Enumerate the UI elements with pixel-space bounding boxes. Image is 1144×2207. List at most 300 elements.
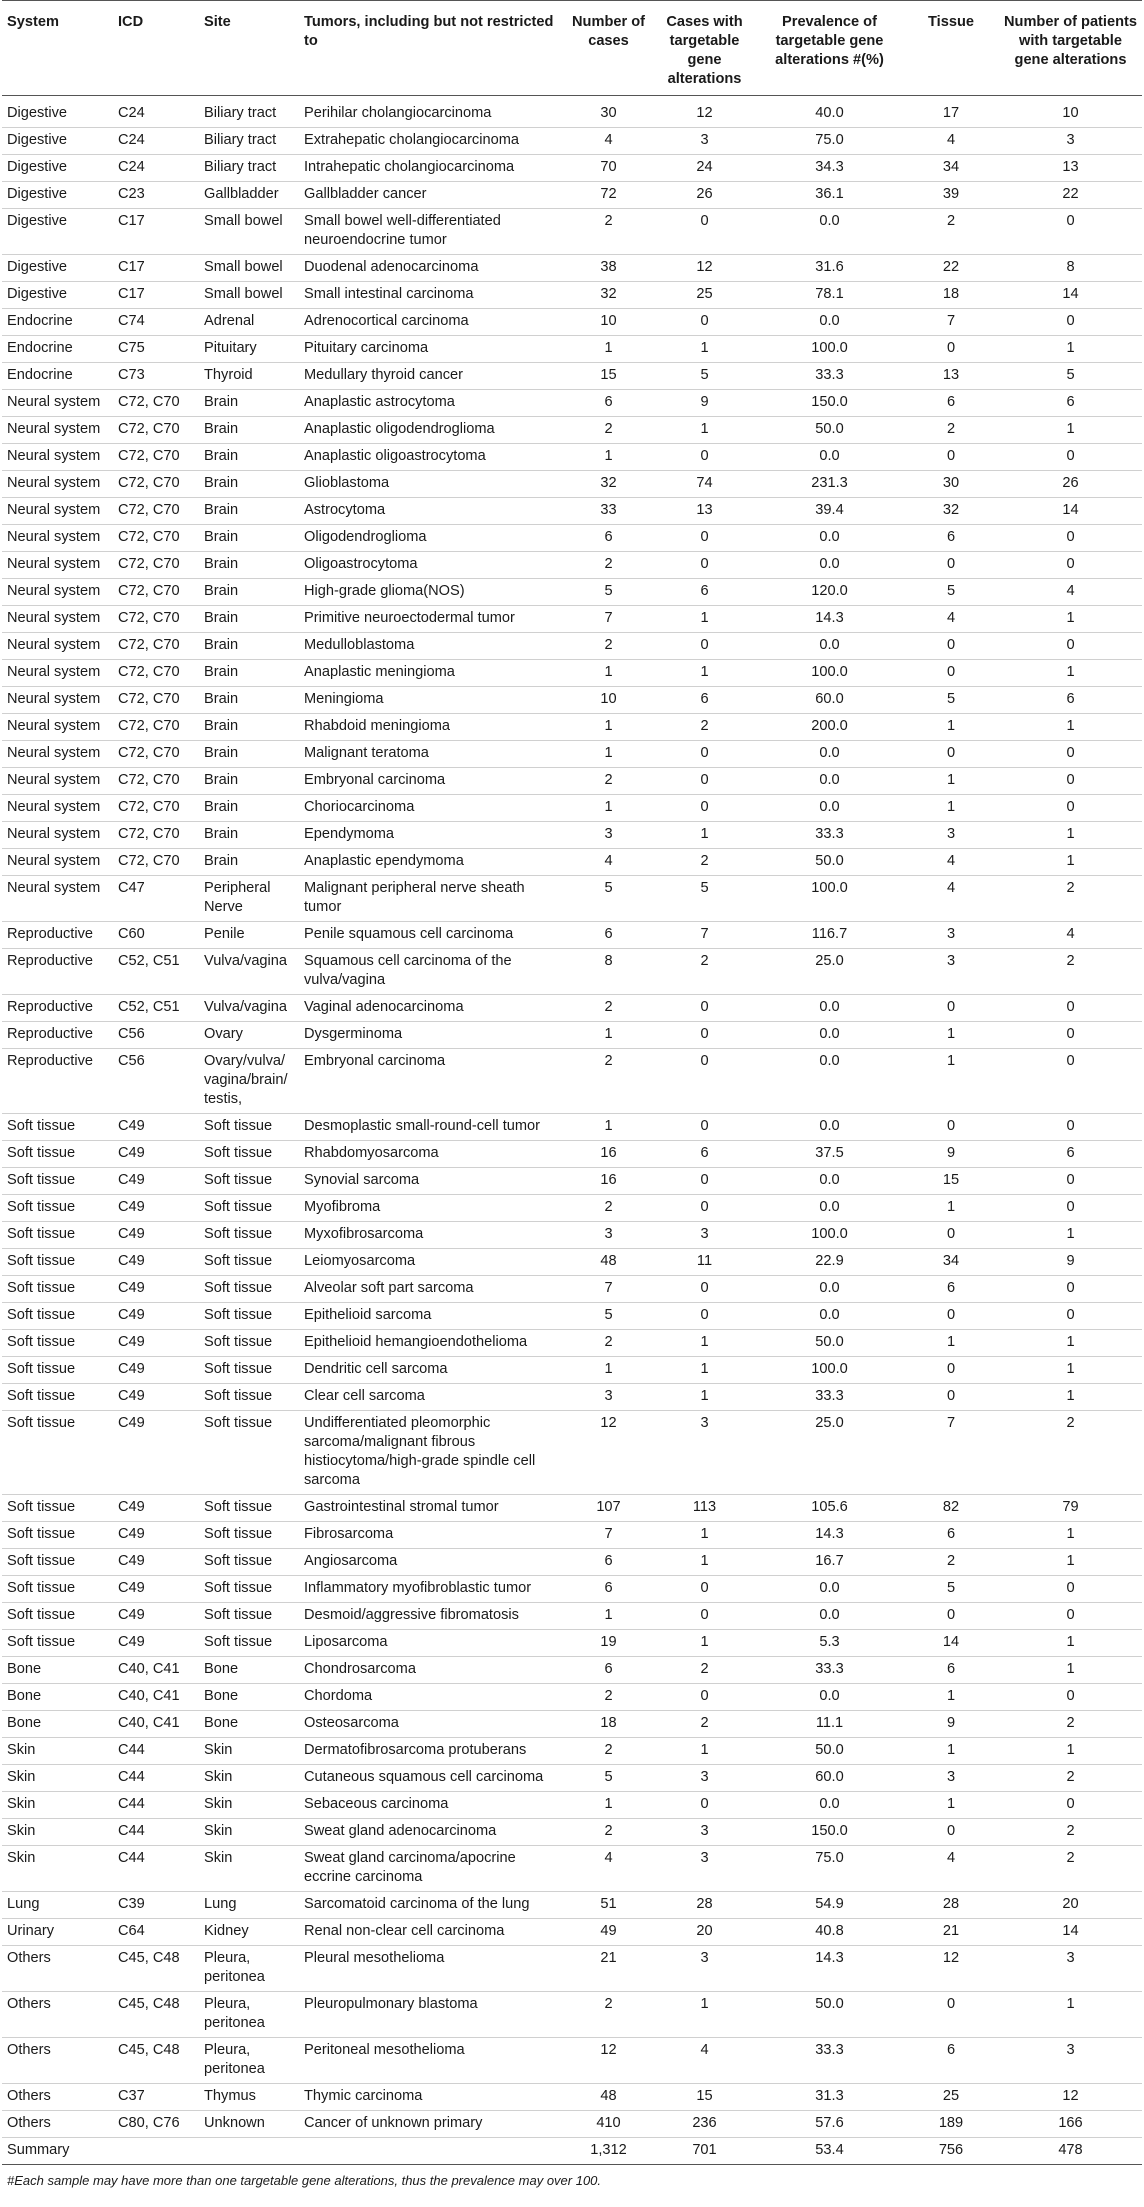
cell-icd: C44	[113, 1792, 199, 1819]
cell-patients: 12	[999, 2084, 1142, 2111]
cell-patients: 1	[999, 1657, 1142, 1684]
cell-tumor: Gallbladder cancer	[299, 182, 564, 209]
cell-icd: C72, C70	[113, 687, 199, 714]
cell-prevalence: 100.0	[756, 876, 903, 922]
cell-tumor: Epithelioid hemangioendothelioma	[299, 1330, 564, 1357]
cell-patients: 0	[999, 633, 1142, 660]
cell-tumor: Anaplastic meningioma	[299, 660, 564, 687]
cell-site: Kidney	[199, 1919, 299, 1946]
cell-patients: 1	[999, 1549, 1142, 1576]
cell-tissue: 0	[903, 1114, 999, 1141]
cell-targetable: 0	[653, 995, 756, 1022]
cell-icd: C49	[113, 1114, 199, 1141]
cell-prevalence: 60.0	[756, 687, 903, 714]
cell-targetable: 1	[653, 1522, 756, 1549]
cell-targetable: 2	[653, 1711, 756, 1738]
table-row	[2, 1495, 1142, 1522]
cell-icd: C52, C51	[113, 995, 199, 1022]
cell-tissue: 21	[903, 1919, 999, 1946]
cell-patients: 478	[999, 2138, 1142, 2165]
table-row	[2, 1711, 1142, 1738]
cell-patients: 6	[999, 1141, 1142, 1168]
table-row	[2, 606, 1142, 633]
cell-tissue: 13	[903, 363, 999, 390]
cell-prevalence: 16.7	[756, 1549, 903, 1576]
cell-tumor: Anaplastic ependymoma	[299, 849, 564, 876]
cell-patients: 1	[999, 1222, 1142, 1249]
cell-prevalence: 39.4	[756, 498, 903, 525]
cell-patients: 1	[999, 336, 1142, 363]
cell-targetable: 5	[653, 876, 756, 922]
cell-icd: C45, C48	[113, 1992, 199, 2038]
cell-system: Bone	[2, 1657, 113, 1684]
cell-targetable: 1	[653, 1549, 756, 1576]
cell-targetable: 1	[653, 1738, 756, 1765]
cell-prevalence: 53.4	[756, 2138, 903, 2165]
cell-site: Biliary tract	[199, 96, 299, 128]
cell-system: Skin	[2, 1765, 113, 1792]
cell-site: Brain	[199, 687, 299, 714]
table-row	[2, 2038, 1142, 2084]
cell-prevalence: 40.8	[756, 1919, 903, 1946]
cell-targetable: 6	[653, 579, 756, 606]
cell-system: Neural system	[2, 741, 113, 768]
cell-prevalence: 33.3	[756, 2038, 903, 2084]
cell-tissue: 39	[903, 182, 999, 209]
cell-patients: 14	[999, 282, 1142, 309]
cell-targetable: 1	[653, 417, 756, 444]
cell-tissue: 1	[903, 768, 999, 795]
cell-patients: 8	[999, 255, 1142, 282]
cell-system: Soft tissue	[2, 1114, 113, 1141]
cell-patients: 0	[999, 1049, 1142, 1114]
table-row	[2, 1738, 1142, 1765]
cell-tissue: 17	[903, 96, 999, 128]
cell-prevalence: 0.0	[756, 1603, 903, 1630]
header-system: System	[2, 1, 113, 96]
cell-system: Soft tissue	[2, 1630, 113, 1657]
cell-patients: 0	[999, 1168, 1142, 1195]
table-row	[2, 444, 1142, 471]
cell-patients: 3	[999, 1946, 1142, 1992]
cell-site	[199, 2138, 299, 2165]
cell-prevalence: 0.0	[756, 1168, 903, 1195]
cell-prevalence: 50.0	[756, 417, 903, 444]
cell-tissue: 9	[903, 1711, 999, 1738]
cell-tissue: 4	[903, 876, 999, 922]
cell-site: Soft tissue	[199, 1357, 299, 1384]
cell-targetable: 3	[653, 1846, 756, 1892]
cell-targetable: 2	[653, 1657, 756, 1684]
cell-system: Neural system	[2, 768, 113, 795]
cell-site: Skin	[199, 1765, 299, 1792]
cell-patients: 0	[999, 1603, 1142, 1630]
cell-tissue: 0	[903, 444, 999, 471]
table-row	[2, 255, 1142, 282]
cell-tumor: Desmoplastic small-round-cell tumor	[299, 1114, 564, 1141]
cell-icd: C80, C76	[113, 2111, 199, 2138]
cell-prevalence: 105.6	[756, 1495, 903, 1522]
cell-targetable: 6	[653, 687, 756, 714]
cell-icd	[113, 2138, 199, 2165]
table-row	[2, 849, 1142, 876]
table-row	[2, 1222, 1142, 1249]
cell-cases: 2	[564, 209, 653, 255]
cell-prevalence: 0.0	[756, 995, 903, 1022]
cell-targetable: 0	[653, 1168, 756, 1195]
cell-icd: C49	[113, 1495, 199, 1522]
cell-prevalence: 75.0	[756, 128, 903, 155]
cell-tissue: 1	[903, 1195, 999, 1222]
cell-tumor: Duodenal adenocarcinoma	[299, 255, 564, 282]
cell-system: Neural system	[2, 795, 113, 822]
cell-site: Thyroid	[199, 363, 299, 390]
cell-system: Soft tissue	[2, 1168, 113, 1195]
cell-icd: C49	[113, 1576, 199, 1603]
cell-cases: 1	[564, 1792, 653, 1819]
cell-cases: 1	[564, 741, 653, 768]
cell-icd: C24	[113, 96, 199, 128]
cell-prevalence: 31.6	[756, 255, 903, 282]
cell-site: Soft tissue	[199, 1141, 299, 1168]
cell-tumor: Oligoastrocytoma	[299, 552, 564, 579]
cell-tissue: 2	[903, 1549, 999, 1576]
cell-site: Small bowel	[199, 255, 299, 282]
cell-icd: C72, C70	[113, 606, 199, 633]
cell-tumor: Desmoid/aggressive fibromatosis	[299, 1603, 564, 1630]
table-row	[2, 1276, 1142, 1303]
cell-icd: C72, C70	[113, 768, 199, 795]
cell-patients: 0	[999, 741, 1142, 768]
cell-targetable: 0	[653, 1022, 756, 1049]
cell-cases: 3	[564, 1222, 653, 1249]
cell-system: Soft tissue	[2, 1603, 113, 1630]
cell-site: Soft tissue	[199, 1249, 299, 1276]
cell-tumor: Astrocytoma	[299, 498, 564, 525]
cell-site: Soft tissue	[199, 1195, 299, 1222]
cell-prevalence: 116.7	[756, 922, 903, 949]
cell-tumor: Intrahepatic cholangiocarcinoma	[299, 155, 564, 182]
cell-system: Skin	[2, 1792, 113, 1819]
cell-patients: 0	[999, 525, 1142, 552]
cell-site: Vulva/vagina	[199, 995, 299, 1022]
cell-prevalence: 33.3	[756, 1384, 903, 1411]
cell-tumor: Embryonal carcinoma	[299, 768, 564, 795]
cell-cases: 12	[564, 2038, 653, 2084]
cell-tumor: Glioblastoma	[299, 471, 564, 498]
header-patients: Number of patients with targetable gene alterations	[999, 1, 1142, 96]
cell-site: Soft tissue	[199, 1630, 299, 1657]
cell-tissue: 15	[903, 1168, 999, 1195]
cell-site: Soft tissue	[199, 1549, 299, 1576]
cell-cases: 32	[564, 471, 653, 498]
table-row	[2, 660, 1142, 687]
cell-patients: 0	[999, 1684, 1142, 1711]
cell-prevalence: 150.0	[756, 1819, 903, 1846]
cell-system: Soft tissue	[2, 1249, 113, 1276]
cell-patients: 0	[999, 1195, 1142, 1222]
cell-cases: 12	[564, 1411, 653, 1495]
cell-cases: 1	[564, 444, 653, 471]
cell-icd: C75	[113, 336, 199, 363]
cell-prevalence: 0.0	[756, 1049, 903, 1114]
cell-tissue: 0	[903, 1384, 999, 1411]
cell-site: Skin	[199, 1846, 299, 1892]
cell-icd: C72, C70	[113, 849, 199, 876]
cell-prevalence: 34.3	[756, 155, 903, 182]
cell-patients: 1	[999, 1522, 1142, 1549]
cell-patients: 0	[999, 1792, 1142, 1819]
cell-targetable: 0	[653, 552, 756, 579]
cell-site: Soft tissue	[199, 1330, 299, 1357]
table-row	[2, 1819, 1142, 1846]
cell-tumor: Alveolar soft part sarcoma	[299, 1276, 564, 1303]
cell-cases: 4	[564, 849, 653, 876]
cell-system: Neural system	[2, 552, 113, 579]
cell-targetable: 13	[653, 498, 756, 525]
cell-patients: 1	[999, 606, 1142, 633]
cell-patients: 2	[999, 1711, 1142, 1738]
cell-system: Neural system	[2, 660, 113, 687]
cell-patients: 1	[999, 1630, 1142, 1657]
cell-targetable: 0	[653, 209, 756, 255]
cell-site: Soft tissue	[199, 1603, 299, 1630]
cell-prevalence: 0.0	[756, 1576, 903, 1603]
cell-cases: 49	[564, 1919, 653, 1946]
cell-icd: C56	[113, 1022, 199, 1049]
cell-prevalence: 120.0	[756, 579, 903, 606]
cell-tissue: 32	[903, 498, 999, 525]
table-row	[2, 182, 1142, 209]
cell-tissue: 4	[903, 849, 999, 876]
cell-cases: 410	[564, 2111, 653, 2138]
cell-icd: C49	[113, 1330, 199, 1357]
table-row	[2, 1892, 1142, 1919]
cell-cases: 2	[564, 995, 653, 1022]
cell-system: Soft tissue	[2, 1330, 113, 1357]
cell-site: Brain	[199, 822, 299, 849]
cell-tumor: Vaginal adenocarcinoma	[299, 995, 564, 1022]
cell-targetable: 1	[653, 336, 756, 363]
cell-patients: 0	[999, 1276, 1142, 1303]
cell-prevalence: 5.3	[756, 1630, 903, 1657]
cell-tumor: Sarcomatoid carcinoma of the lung	[299, 1892, 564, 1919]
table-row	[2, 995, 1142, 1022]
cell-icd: C40, C41	[113, 1711, 199, 1738]
cell-system: Neural system	[2, 498, 113, 525]
cell-tissue: 0	[903, 1357, 999, 1384]
cell-prevalence: 22.9	[756, 1249, 903, 1276]
table-row	[2, 1330, 1142, 1357]
cell-patients: 13	[999, 155, 1142, 182]
cell-site: Soft tissue	[199, 1276, 299, 1303]
cell-icd: C45, C48	[113, 2038, 199, 2084]
cell-cases: 33	[564, 498, 653, 525]
cell-patients: 14	[999, 1919, 1142, 1946]
cell-patients: 1	[999, 1738, 1142, 1765]
cell-system: Neural system	[2, 876, 113, 922]
cell-patients: 0	[999, 444, 1142, 471]
cell-system: Bone	[2, 1684, 113, 1711]
cell-patients: 2	[999, 876, 1142, 922]
table-row	[2, 922, 1142, 949]
table-row	[2, 579, 1142, 606]
table-row	[2, 1411, 1142, 1495]
cell-system: Neural system	[2, 471, 113, 498]
cell-prevalence: 57.6	[756, 2111, 903, 2138]
cell-patients: 79	[999, 1495, 1142, 1522]
cell-icd: C49	[113, 1168, 199, 1195]
cell-site: Ovary	[199, 1022, 299, 1049]
table-row	[2, 363, 1142, 390]
cell-cases: 2	[564, 1738, 653, 1765]
cell-cases: 30	[564, 96, 653, 128]
cell-system: Skin	[2, 1819, 113, 1846]
table-row	[2, 417, 1142, 444]
cell-tumor: Embryonal carcinoma	[299, 1049, 564, 1114]
cell-prevalence: 54.9	[756, 1892, 903, 1919]
cell-tumor: Sweat gland adenocarcinoma	[299, 1819, 564, 1846]
cell-cases: 2	[564, 1992, 653, 2038]
cell-site: Soft tissue	[199, 1384, 299, 1411]
cell-site: Brain	[199, 444, 299, 471]
cell-tumor: Pleuropulmonary blastoma	[299, 1992, 564, 2038]
cell-tumor: Anaplastic oligoastrocytoma	[299, 444, 564, 471]
cell-tissue: 189	[903, 2111, 999, 2138]
cell-tissue: 0	[903, 1992, 999, 2038]
cell-tissue: 4	[903, 1846, 999, 1892]
cell-cases: 1	[564, 660, 653, 687]
cell-prevalence: 150.0	[756, 390, 903, 417]
cell-cases: 1,312	[564, 2138, 653, 2165]
cell-icd: C44	[113, 1846, 199, 1892]
cell-prevalence: 75.0	[756, 1846, 903, 1892]
cell-site: Brain	[199, 714, 299, 741]
cell-targetable: 0	[653, 1114, 756, 1141]
table-row	[2, 498, 1142, 525]
table-row	[2, 633, 1142, 660]
cell-system: Digestive	[2, 96, 113, 128]
cell-prevalence: 0.0	[756, 795, 903, 822]
cell-patients: 20	[999, 1892, 1142, 1919]
cell-icd: C24	[113, 155, 199, 182]
cell-site: Brain	[199, 552, 299, 579]
cell-site: Soft tissue	[199, 1303, 299, 1330]
cell-site: Biliary tract	[199, 128, 299, 155]
cell-cases: 5	[564, 579, 653, 606]
cell-cases: 10	[564, 687, 653, 714]
cell-site: Lung	[199, 1892, 299, 1919]
cell-tissue: 5	[903, 579, 999, 606]
cell-tumor: Rhabdomyosarcoma	[299, 1141, 564, 1168]
cell-icd: C56	[113, 1049, 199, 1114]
table-row	[2, 1765, 1142, 1792]
cell-tumor: Pituitary carcinoma	[299, 336, 564, 363]
cell-site: Brain	[199, 390, 299, 417]
header-tumors: Tumors, including but not restricted to	[299, 1, 564, 96]
cell-system: Endocrine	[2, 309, 113, 336]
cell-prevalence: 0.0	[756, 1792, 903, 1819]
cell-tumor: Peritoneal mesothelioma	[299, 2038, 564, 2084]
cell-site: Bone	[199, 1711, 299, 1738]
cell-tissue: 0	[903, 1222, 999, 1249]
cell-system: Soft tissue	[2, 1141, 113, 1168]
cell-targetable: 4	[653, 2038, 756, 2084]
table-row	[2, 1384, 1142, 1411]
cell-tissue: 7	[903, 1411, 999, 1495]
cell-system: Neural system	[2, 390, 113, 417]
cell-prevalence: 0.0	[756, 768, 903, 795]
cell-patients: 4	[999, 579, 1142, 606]
cell-system: Others	[2, 2038, 113, 2084]
cell-system: Neural system	[2, 579, 113, 606]
cell-patients: 0	[999, 995, 1142, 1022]
cell-cases: 6	[564, 390, 653, 417]
cell-site: Bone	[199, 1657, 299, 1684]
cell-patients: 0	[999, 795, 1142, 822]
cell-tissue: 0	[903, 336, 999, 363]
cell-icd: C37	[113, 2084, 199, 2111]
cell-tumor: Medulloblastoma	[299, 633, 564, 660]
cell-patients: 14	[999, 498, 1142, 525]
cell-site: Brain	[199, 633, 299, 660]
cell-site: Pituitary	[199, 336, 299, 363]
cell-tumor: Osteosarcoma	[299, 1711, 564, 1738]
cell-patients: 0	[999, 1114, 1142, 1141]
cell-cases: 2	[564, 1819, 653, 1846]
cell-system: Soft tissue	[2, 1411, 113, 1495]
cell-targetable: 1	[653, 1630, 756, 1657]
cell-system: Digestive	[2, 182, 113, 209]
cell-system: Reproductive	[2, 949, 113, 995]
cell-targetable: 3	[653, 1765, 756, 1792]
cell-patients: 1	[999, 849, 1142, 876]
cell-site: Vulva/vagina	[199, 949, 299, 995]
table-row	[2, 96, 1142, 128]
cell-patients: 0	[999, 1576, 1142, 1603]
cell-prevalence: 36.1	[756, 182, 903, 209]
cell-patients: 1	[999, 822, 1142, 849]
cell-icd: C72, C70	[113, 633, 199, 660]
cell-site: Soft tissue	[199, 1495, 299, 1522]
table-row	[2, 1357, 1142, 1384]
cell-tumor: Anaplastic oligodendroglioma	[299, 417, 564, 444]
cell-prevalence: 40.0	[756, 96, 903, 128]
table-row	[2, 390, 1142, 417]
cell-tissue: 6	[903, 525, 999, 552]
cell-system: Soft tissue	[2, 1357, 113, 1384]
cell-patients: 1	[999, 417, 1142, 444]
cell-targetable: 0	[653, 444, 756, 471]
cell-targetable: 0	[653, 768, 756, 795]
cell-cases: 7	[564, 606, 653, 633]
cell-icd: C64	[113, 1919, 199, 1946]
cell-icd: C49	[113, 1141, 199, 1168]
cell-site: Pleura, peritonea	[199, 1946, 299, 1992]
cell-tumor: Oligodendroglioma	[299, 525, 564, 552]
cell-tumor: Dysgerminoma	[299, 1022, 564, 1049]
cell-site: Soft tissue	[199, 1168, 299, 1195]
cell-system: Neural system	[2, 525, 113, 552]
cell-targetable: 26	[653, 182, 756, 209]
cell-cases: 1	[564, 714, 653, 741]
cell-targetable: 0	[653, 1049, 756, 1114]
cell-prevalence: 33.3	[756, 822, 903, 849]
cell-prevalence: 50.0	[756, 1330, 903, 1357]
cell-patients: 1	[999, 1357, 1142, 1384]
cell-tumor: Dermatofibrosarcoma protuberans	[299, 1738, 564, 1765]
cell-system: Skin	[2, 1738, 113, 1765]
